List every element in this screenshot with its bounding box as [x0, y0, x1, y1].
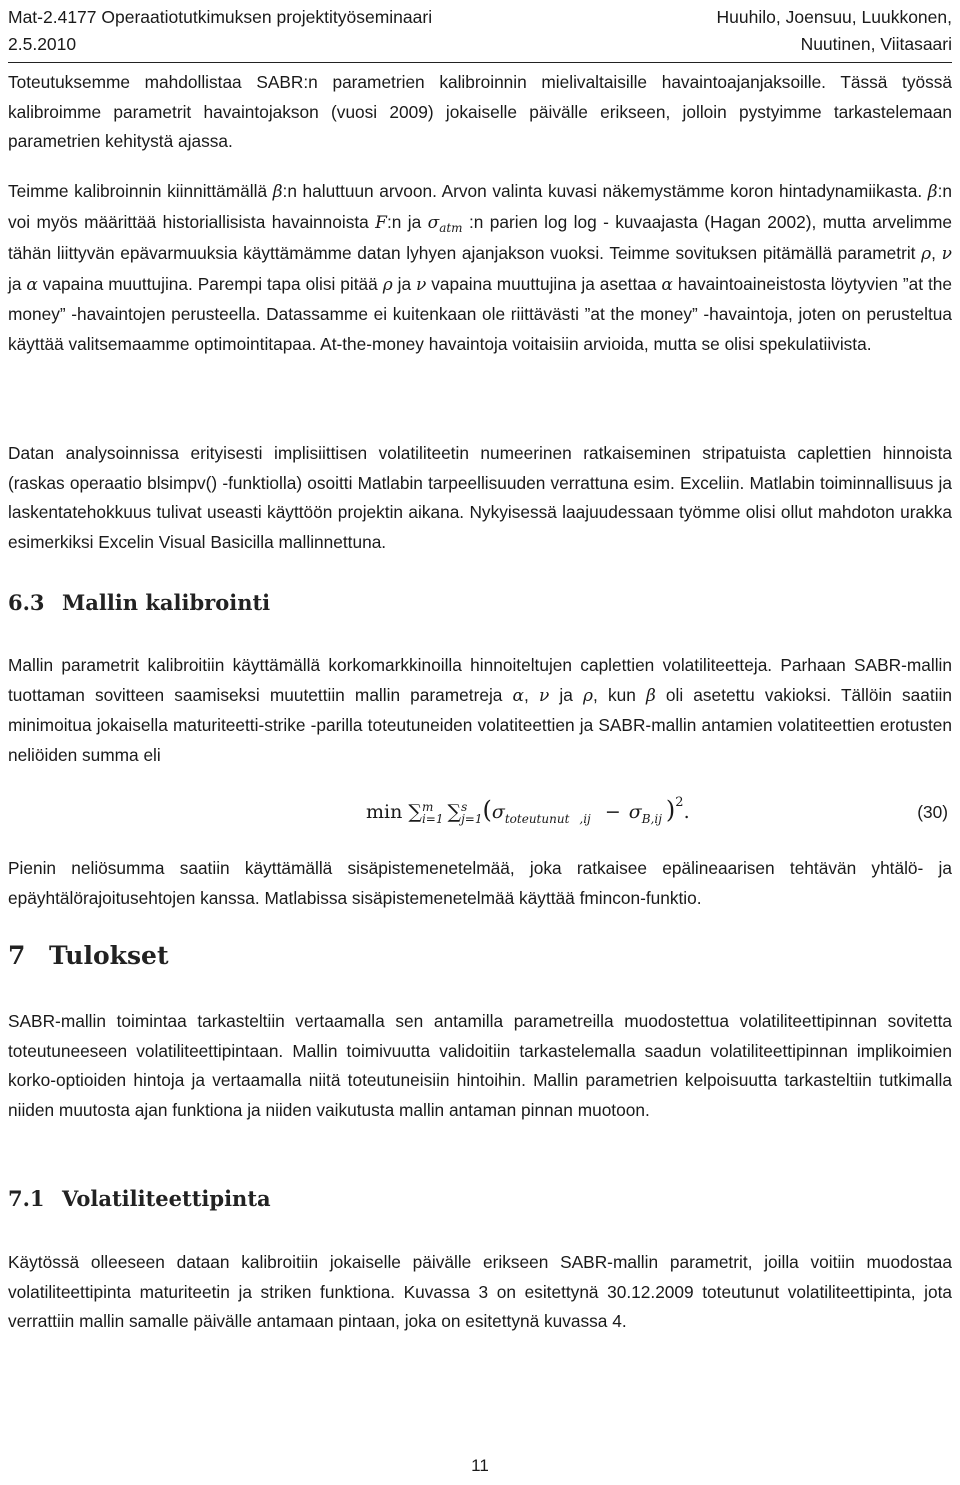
math-rho: ρ — [583, 685, 594, 706]
math-alpha: α — [26, 274, 38, 295]
math-rho: ρ — [921, 244, 932, 265]
section-title-text: Volatiliteettipinta — [62, 1186, 271, 1211]
math-min: min — [366, 801, 403, 823]
sum-upper-m: m — [421, 800, 434, 814]
section-title — [8, 941, 952, 970]
header-date: 2.5.2010 — [8, 34, 77, 54]
authors-line-2: Nuutinen, Viitasaari — [800, 34, 952, 54]
math-F: F — [375, 212, 387, 233]
math-nu: ν — [538, 685, 550, 706]
section-title-text: Tulokset — [49, 941, 169, 970]
math-dot: . — [683, 801, 690, 823]
paragraph-block-1 — [8, 68, 952, 157]
sum-lower-i: i=1 — [421, 812, 444, 826]
math-rho: ρ — [382, 274, 393, 295]
paragraph-block-3 — [8, 439, 952, 557]
paragraph-beta-fixing: Teimme kalibroinnin kiinnittämällä β:n haluttuun arvoon. Arvon valinta kuvasi näkemystämme koron hintadynamiikasta. β:n voi myös määrittää historiallisista havainnoista F:n ja $\sigma_{atm}$ :n parien log log - kuvaajasta (Hagan 2002), mutta arvelimme tähän liittyvän epävarmuuksia käyttämämme datan lyhyen ajanjakson vuoksi. Teimme sovituksen pitämällä parametrit ρ, ν ja α vapaina muuttujina. Parempi tapa olisi pitää ρ ja ν vapaina muuttujina ja asettaa α havaintoaineistosta löytyvien ”at the money” -havaintojen perusteella. Datassamme ei kuitenkaan ole riittävästi ”at the money” -havaintoja, joten on perusteltua käyttää valitsemaamme optimointitapaa. At-the-money havaintoja voitaisiin arvioida, mutta se olisi spekulatiivista. — [8, 181, 953, 354]
equation-body — [366, 796, 690, 825]
equation-number: (30) — [917, 802, 948, 822]
section-heading-6-3 — [8, 590, 952, 615]
authors-line-1: Huuhilo, Joensuu, Luukkonen, — [716, 7, 952, 27]
paragraph-block-7 — [8, 1248, 952, 1337]
paragraph-least-squares: Pienin neliösumma saatiin käyttämällä sisäpistemenetelmää, joka ratkaisee epälineaarisen tehtävän yhtälö- ja epäyhtälörajoitusehtojen kanssa. Matlabissa sisäpistemenetelmää käyttää fmincon-funktio. — [8, 858, 952, 908]
math-alpha: α — [661, 274, 673, 295]
math-nu: ν — [416, 274, 427, 295]
math-alpha: α — [512, 685, 525, 706]
paragraph-block-6 — [8, 1007, 952, 1125]
math-minus: − — [604, 801, 621, 823]
paragraph-results-intro: SABR-mallin toimintaa tarkasteltiin vertaamalla sen antamilla parametreilla muodostettua volatiliteettipinnan sovitetta toteutuneeseen volatiliteettipintaan. Mallin toimivuutta validoitiin tarkastelemalla saadun volatiliteettipinnan implikoimien korko-optioiden hintoja ja vertaamalla niitä toteutuneisiin hintoihin. Mallin parametrien kelpoisuutta tarkasteltiin tutkimalla niiden muutosta ajan funktiona ja niiden vaikutusta mallin antaman pinnan muotoon. — [8, 1011, 952, 1120]
paragraph-calibration-period: Toteutuksemme mahdollistaa SABR:n parametrien kalibroinnin mielivaltaisille havaintoajanjaksoille. Tässä työssä kalibroimme parametrit havaintojakson (vuosi 2009) jokaiselle päivälle erikseen, jolloin pystyimme tarkastelemaan parametrien kehitystä ajassa. — [8, 72, 952, 152]
math-beta: β — [645, 685, 656, 706]
sum-operator-1: ∑ m i=1 — [408, 800, 444, 826]
sum-lower-j: j=1 — [461, 812, 483, 826]
sum-upper-s: s — [461, 800, 468, 814]
math-sub-atm: atm — [439, 220, 463, 235]
paragraph-volatility-surface: Käytössä olleeseen dataan kalibroitiin jokaiselle päivälle erikseen SABR-mallin parametrit, joilla voitiin muodostaa volatiliteettipinta maturiteetin ja striken funktiona. Kuvassa 3 on esitettynä 30.12.2009 toteutunut volatiliteettipinta, jota verrattiin mallin samalle päivälle antamaan pintaan, joka on esitettynä kuvassa 4. — [8, 1252, 952, 1332]
paren-open: ( — [482, 796, 492, 824]
power-2: 2 — [675, 795, 684, 810]
math-beta: β — [927, 182, 938, 202]
math-sigma-model: σ — [628, 801, 642, 823]
paragraph-data-analysis: Datan analysoinnissa erityisesti implisiittisen volatiliteetin numeerinen ratkaiseminen stripatuista caplettien hinnoista (raskas operaatio blsimpv() -funktiolla) osoitti Matlabin tarpeellisuuden verrattuna esim. Exceliin. Matlabin toiminnallisuus ja laskentatehokkuus tulivat useasti käyttöön projektin aikana. Nykyisessä laajuudessaan työmme olisi ollut mahdoton urakka esimerkiksi Excelin Visual Basicilla mallinnettuna. — [8, 443, 952, 552]
sum-operator-2: ∑ s j=1 — [447, 800, 483, 826]
section-number: 7 — [8, 941, 26, 970]
section-heading-7 — [8, 941, 952, 970]
section-title-text: Mallin kalibrointi — [62, 590, 271, 615]
section-number: 6.3 — [8, 590, 45, 615]
page-number: 11 — [471, 1456, 489, 1475]
course-title: Mat-2.4177 Operaatiotutkimuksen projektityöseminaari — [8, 7, 433, 27]
sub-toteutunut: toteutunut — [504, 812, 570, 826]
math-beta: β — [272, 182, 283, 202]
paragraph-block-4 — [8, 651, 952, 770]
math-sigma: σ — [427, 212, 440, 233]
math-nu: ν — [941, 244, 953, 265]
paragraph-block-2 — [8, 177, 952, 360]
page-header — [8, 0, 952, 63]
header-right — [717, 4, 952, 58]
equation-30 — [8, 788, 952, 836]
sub-B-ij: B,ij — [641, 812, 662, 826]
section-title — [8, 1186, 952, 1211]
math-sigma-observed: σ — [491, 801, 505, 823]
sub-ij: ,ij — [579, 812, 591, 826]
paragraph-calibration-method: Mallin parametrit kalibroitiin käyttämällä korkomarkkinoilla hinnoiteltujen caplettien volatiliteetteja. Parhaan SABR-mallin tuottaman sovitteen saamiseksi muutettiin mallin parametreja α, ν ja ρ, kun β oli asetettu vakioksi. Tällöin saatiin minimoitua jokaisella maturiteetti-strike -parilla toteutuneiden volatiteettien ja SABR-mallin antamien volatiteettien erotusten neliöiden summa eli — [8, 655, 952, 765]
header-left — [8, 4, 432, 58]
section-heading-7-1 — [8, 1186, 952, 1211]
section-title — [8, 590, 952, 615]
paragraph-block-5 — [8, 854, 952, 913]
section-number: 7.1 — [8, 1186, 45, 1211]
paren-close: ) — [665, 796, 676, 824]
